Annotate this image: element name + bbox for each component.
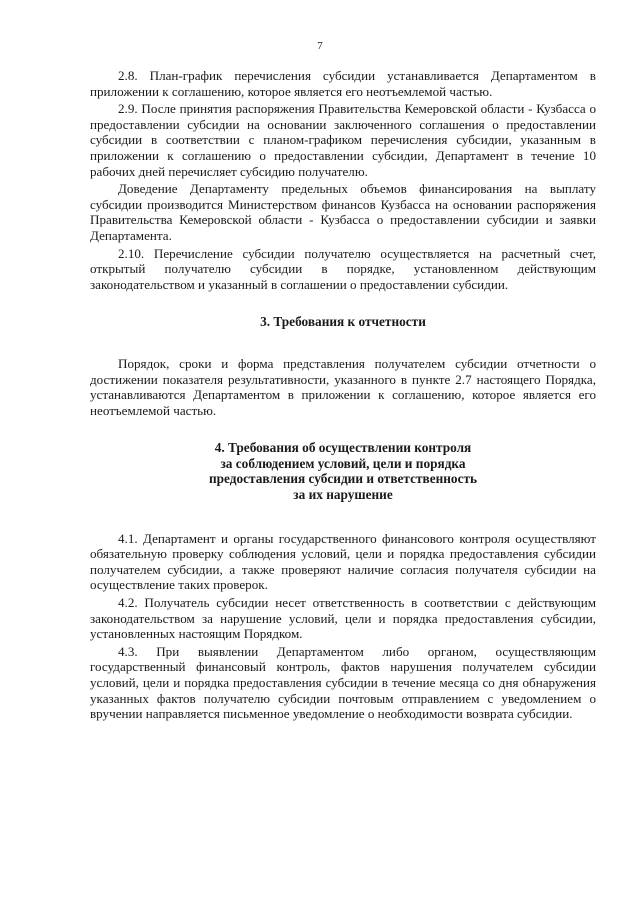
section-4-heading — [90, 440, 596, 502]
paragraph-2-9: 2.9. После принятия распоряжения Правительства Кемеровской области - Кузбасса о предоставлении субсидии на основании заключенного соглашения о предоставлении субсидии в соответствии с планом-графиком перечисления субсидии, указанным в приложении к соглашению о предоставлении субсидии, Департамент в течение 10 рабочих дней перечисляет субсидию получателю. — [90, 101, 596, 179]
paragraph-2-8: 2.8. План-график перечисления субсидии устанавливается Департаментом в приложении к соглашению, которое является его неотъемлемой частью. — [90, 68, 596, 99]
document-body — [90, 68, 596, 722]
section-4-heading-line-4: за их нарушение — [293, 487, 393, 503]
section-4-heading-line-1: 4. Требования об осуществлении контроля — [214, 440, 472, 456]
section-3-heading: 3. Требования к отчетности — [260, 314, 426, 330]
paragraph-4-3: 4.3. При выявлении Департаментом либо органом, осуществляющим государственный финансовый контроль, фактов нарушения получателем субсидии условий, цели и порядка предоставления субсидии в течение месяца со дня обнаружения указанных фактов получателю субсидии почтовым отправлением с уведомлением о вручении направляется письменное уведомление о необходимости возврата субсидии. — [90, 643, 596, 722]
paragraph-3: Порядок, сроки и форма представления получателем субсидии отчетности о достижении показателя результативности, указанного в пункте 2.7 настоящего Порядка, устанавливаются Департаментом в приложении к соглашению, которое является его неотъемлемой частью. — [90, 355, 596, 418]
section-4-heading-line-2: за соблюдением условий, цели и порядка — [220, 455, 466, 471]
paragraph-4-1: 4.1. Департамент и органы государственного финансового контроля осуществляют обязательную проверку соблюдения условий, цели и порядка предоставления субсидии получателем субсидии, а также проверяют наличие согласия получателя субсидии на осуществление таких проверок. — [90, 530, 596, 593]
page-number: 7 — [317, 40, 323, 52]
paragraph-2-10: 2.10. Перечисление субсидии получателю осуществляется на расчетный счет, открытый получателю субсидии в порядке, установленном действующим законодательством и указанный в соглашении о предоставлении субсидии. — [90, 245, 596, 292]
section-4-heading-line-3: предоставления субсидии и ответственность — [208, 471, 478, 487]
paragraph-funding: Доведение Департаменту предельных объемов финансирования на выплату субсидии производится Министерством финансов Кузбасса на основании распоряжения Правительства Кемеровской области - Кузбасса о предоставлении субсидии и заявки Департамента. — [90, 181, 596, 243]
paragraph-4-2: 4.2. Получатель субсидии несет ответственность в соответствии с действующим законодательством за нарушение условий, цели и порядка предоставления субсидии, установленных настоящим Порядком. — [90, 595, 596, 642]
